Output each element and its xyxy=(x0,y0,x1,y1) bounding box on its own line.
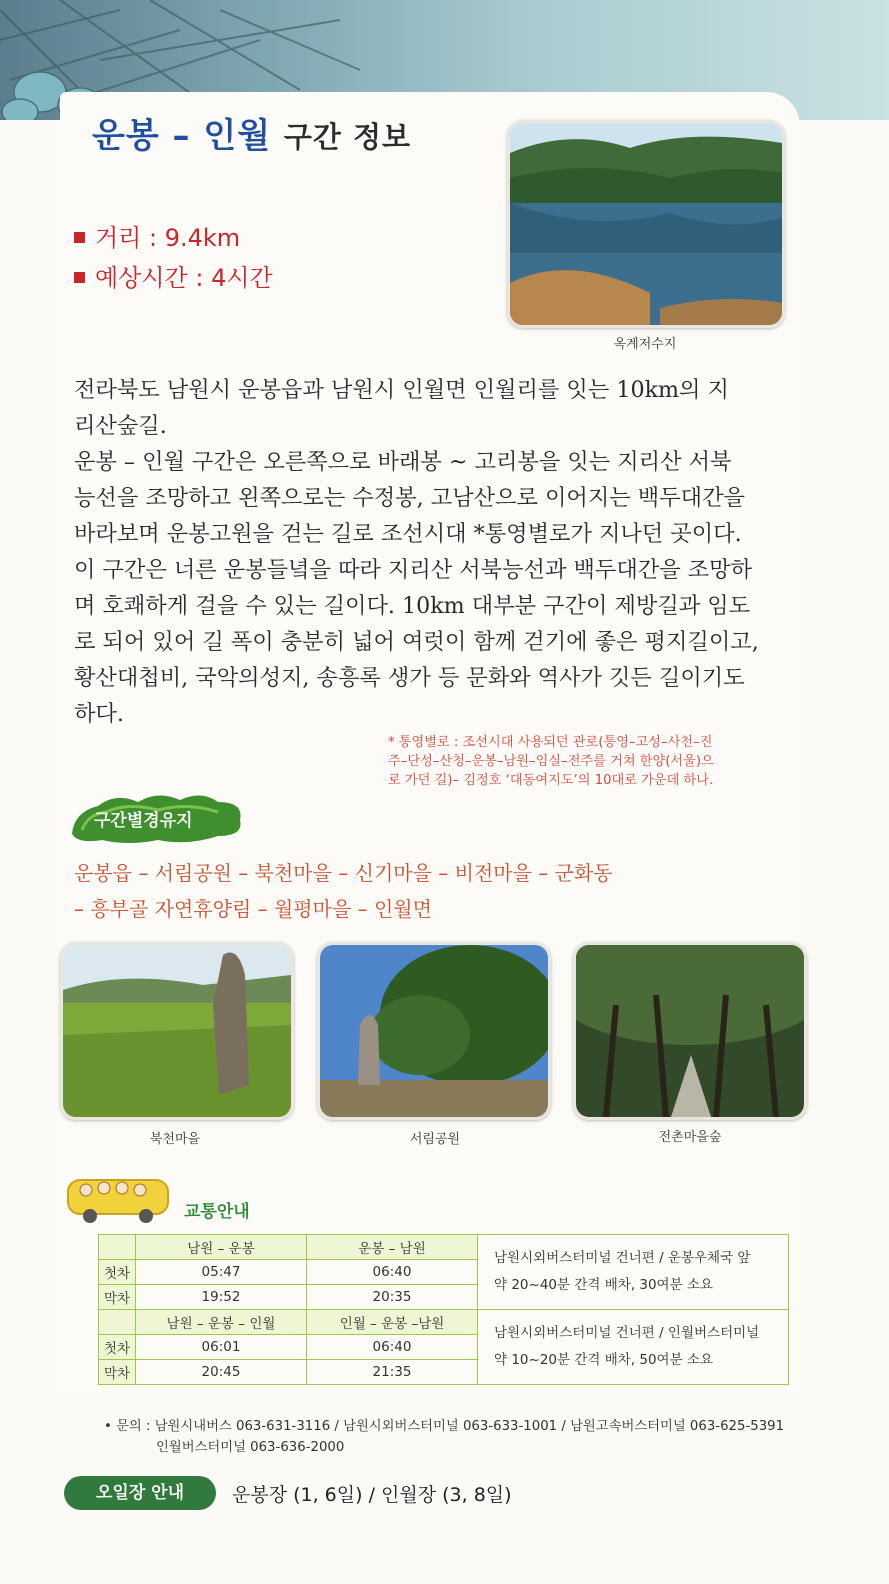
table-header: 인월 – 운봉 –남원 xyxy=(307,1310,478,1335)
body-line: 전라북도 남원시 운봉읍과 남원시 인월면 인월리를 잇는 10km의 지 xyxy=(74,377,729,403)
table-cell xyxy=(99,1310,136,1335)
row-label: 첫차 xyxy=(99,1260,136,1285)
route-note-line: 약 20~40분 간격 배차, 30여분 소요 xyxy=(494,1277,714,1293)
table-row xyxy=(99,1235,789,1260)
title-suffix: 구간 정보 xyxy=(283,120,412,154)
route-note xyxy=(478,1235,789,1310)
jeonchon-caption: 전촌마을숲 xyxy=(658,1130,722,1145)
route-note-line: 남원시외버스터미널 건너편 / 운봉우체국 앞 xyxy=(494,1250,751,1266)
table-cell: 20:45 xyxy=(136,1360,307,1385)
table-row xyxy=(99,1310,789,1335)
table-cell: 21:35 xyxy=(307,1360,478,1385)
distance-text: 거리 : 9.4km xyxy=(95,224,241,252)
body-line: 황산대첩비, 국악의성지, 송흥록 생가 등 문화와 역사가 깃든 길이기도 xyxy=(74,665,745,691)
reservoir-photo xyxy=(507,120,785,328)
table-cell: 05:47 xyxy=(136,1260,307,1285)
table-header: 남원 – 운봉 – 인월 xyxy=(136,1310,307,1335)
transport-title: 교통안내 xyxy=(184,1202,250,1222)
time-text: 예상시간 : 4시간 xyxy=(95,264,273,292)
route-note xyxy=(478,1310,789,1385)
row-label: 막차 xyxy=(99,1285,136,1310)
body-line: 능선을 조망하고 왼쪽으로는 수정봉, 고남산으로 이어지는 백두대간을 xyxy=(74,485,745,511)
bullet-square-icon xyxy=(74,272,85,283)
table-header: 남원 – 운봉 xyxy=(136,1235,307,1260)
seorim-photo xyxy=(317,942,551,1120)
footnote-line: 로 가던 길)– 김정호 ‘대동여지도’의 10대로 가운데 하나. xyxy=(388,773,714,788)
body-line: 리산숲길. xyxy=(74,413,167,439)
time-info xyxy=(74,258,273,293)
bukcheon-caption: 북천마을 xyxy=(149,1132,201,1147)
body-line: 이 구간은 너른 운봉들녘을 따라 지리산 서북능선과 백두대간을 조망하 xyxy=(74,557,752,583)
table-cell: 20:35 xyxy=(307,1285,478,1310)
contact-line: 인월버스터미널 063-636-2000 xyxy=(156,1440,345,1455)
route-note-line: 약 10~20분 간격 배차, 50여분 소요 xyxy=(494,1352,714,1368)
table-header: 운봉 – 남원 xyxy=(307,1235,478,1260)
body-line: 운봉 – 인월 구간은 오른쪽으로 바래봉 ~ 고리봉을 잇는 지리산 서북 xyxy=(74,449,732,475)
table-cell xyxy=(99,1235,136,1260)
table-cell: 06:40 xyxy=(307,1260,478,1285)
market-info: 운봉장 (1, 6일) / 인월장 (3, 8일) xyxy=(232,1484,512,1506)
table-cell: 06:01 xyxy=(136,1335,307,1360)
table-cell: 19:52 xyxy=(136,1285,307,1310)
seorim-caption: 서림공원 xyxy=(409,1132,461,1147)
route-description xyxy=(74,372,814,732)
waypoints-badge xyxy=(68,790,246,846)
body-line: 며 호쾌하게 걸을 수 있는 길이다. 10km 대부분 구간이 제방길과 임도 xyxy=(74,593,751,619)
bukcheon-photo xyxy=(60,942,294,1120)
waypoints-badge-label: 구간별경유지 xyxy=(94,811,193,831)
contact-info xyxy=(104,1416,784,1458)
page-title xyxy=(92,108,411,157)
table-cell: 06:40 xyxy=(307,1335,478,1360)
route-note-line: 남원시외버스터미널 건너편 / 인월버스터미널 xyxy=(494,1325,760,1341)
body-line: 바라보며 운봉고원을 걷는 길로 조선시대 *통영별로가 지나던 곳이다. xyxy=(74,521,742,547)
route-title: 운봉 – 인월 xyxy=(92,116,272,156)
footnote-line: * 통영별로 : 조선시대 사용되던 관로(통영–고성–사천–진 xyxy=(388,735,713,750)
waypoints-line-2: – 흥부골 자연휴양림 – 월평마을 – 인월면 xyxy=(74,897,432,921)
distance-info xyxy=(74,218,240,253)
bus-icon xyxy=(60,1168,176,1228)
market-badge: 오일장 안내 xyxy=(64,1476,216,1510)
row-label: 첫차 xyxy=(99,1335,136,1360)
bus-schedule-table xyxy=(98,1234,789,1385)
footnote-line: 주–단성–산청–운봉–남원–임실–전주를 거쳐 한양(서울)으 xyxy=(388,754,714,769)
reservoir-caption: 옥계저수지 xyxy=(613,337,677,352)
body-line: 로 되어 있어 길 폭이 충분히 넓어 여럿이 함께 걷기에 좋은 평지길이고, xyxy=(74,629,759,655)
body-line: 하다. xyxy=(74,701,124,727)
waypoints-line-1: 운봉읍 – 서림공원 – 북천마을 – 신기마을 – 비전마을 – 군화동 xyxy=(74,861,613,885)
bullet-square-icon xyxy=(74,232,85,243)
jeonchon-photo xyxy=(573,942,807,1120)
row-label: 막차 xyxy=(99,1360,136,1385)
footnote xyxy=(388,733,714,790)
contact-line: • 문의 : 남원시내버스 063-631-3116 / 남원시외버스터미널 063-633-1001 / 남원고속버스터미널 063-625-5391 xyxy=(104,1419,785,1434)
